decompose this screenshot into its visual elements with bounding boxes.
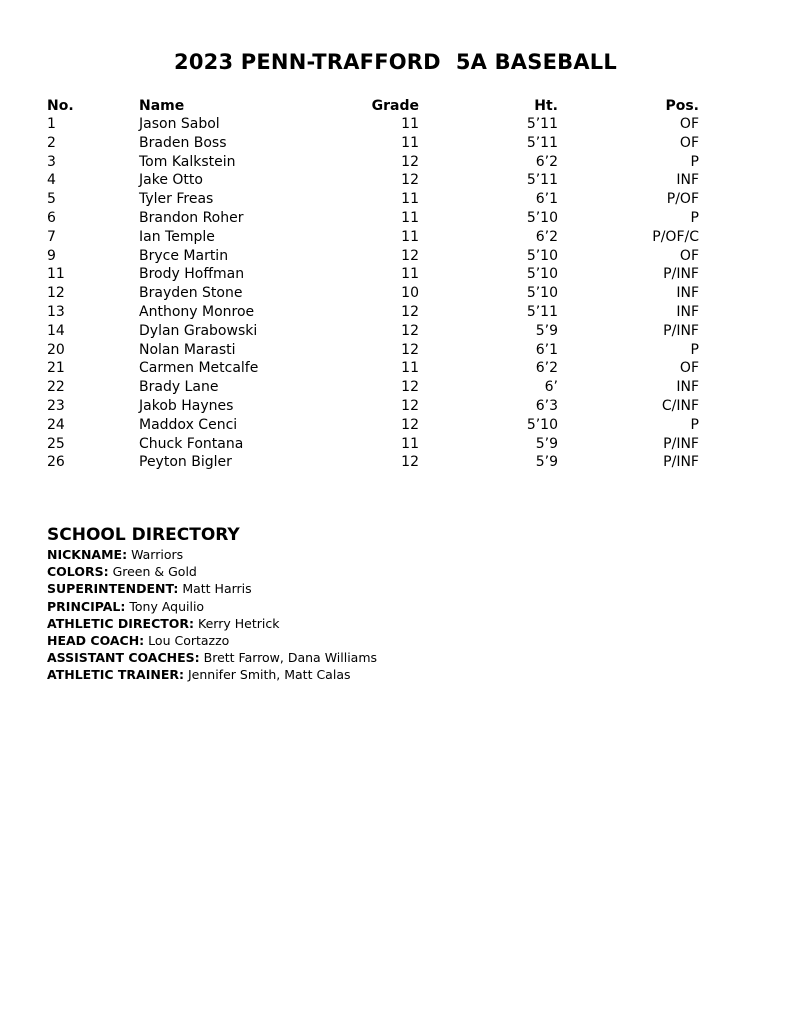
player-name: Tom Kalkstein <box>139 153 236 170</box>
player-height: 5’11 <box>526 303 558 320</box>
directory-value: Kerry Hetrick <box>198 615 280 631</box>
table-row <box>47 247 699 266</box>
player-number: 1 <box>47 116 56 132</box>
player-name: Braden Boss <box>139 134 227 151</box>
player-number: 13 <box>47 303 65 320</box>
player-position: P <box>690 153 699 170</box>
table-row <box>47 435 699 454</box>
player-name: Chuck Fontana <box>139 435 244 452</box>
player-position: P/INF <box>663 322 699 339</box>
table-row <box>47 416 699 435</box>
player-position: OF <box>679 116 699 132</box>
player-position: P <box>690 416 699 433</box>
player-grade: 12 <box>401 322 419 339</box>
player-grade: 11 <box>401 209 419 226</box>
table-row <box>47 134 699 153</box>
directory-value: Lou Cortazzo <box>148 633 230 649</box>
player-name: Jason Sabol <box>139 116 220 132</box>
header-height: Ht. <box>534 98 558 114</box>
directory-entry <box>47 580 647 597</box>
player-position: P <box>690 341 699 358</box>
player-position: OF <box>679 247 699 264</box>
player-position: C/INF <box>661 397 699 414</box>
player-name: Brayden Stone <box>139 285 243 302</box>
roster-rows <box>47 115 699 472</box>
player-number: 12 <box>47 285 65 302</box>
player-position: P/INF <box>663 454 699 471</box>
player-grade: 12 <box>401 416 419 433</box>
player-grade: 12 <box>401 454 419 471</box>
player-height: 5’11 <box>526 116 558 132</box>
player-number: 3 <box>47 153 56 170</box>
directory-label: ASSISTANT COACHES: <box>47 650 200 666</box>
directory-entry <box>47 546 647 563</box>
player-name: Jakob Haynes <box>139 397 234 414</box>
directory-value: Brett Farrow, Dana Williams <box>203 650 378 666</box>
directory-value: Matt Harris <box>182 581 252 597</box>
directory-label: ATHLETIC TRAINER: <box>47 667 184 683</box>
directory-title: SCHOOL DIRECTORY <box>47 525 240 545</box>
player-number: 4 <box>47 172 56 189</box>
player-name: Peyton Bigler <box>139 454 232 471</box>
header-no: No. <box>47 98 74 114</box>
player-height: 5’10 <box>526 416 558 433</box>
directory-entry <box>47 598 647 615</box>
player-position: P <box>690 209 699 226</box>
page-title: 2023 PENN-TRAFFORD 5A BASEBALL <box>174 50 617 74</box>
player-number: 14 <box>47 322 65 339</box>
school-directory <box>47 525 647 684</box>
player-grade: 11 <box>401 228 419 245</box>
directory-label: ATHLETIC DIRECTOR: <box>47 615 195 631</box>
directory-value: Warriors <box>131 547 184 562</box>
table-row <box>47 303 699 322</box>
player-height: 6’ <box>544 379 558 396</box>
table-row <box>47 341 699 360</box>
directory-entries <box>47 546 647 684</box>
table-row <box>47 322 699 341</box>
player-grade: 11 <box>401 116 419 132</box>
player-position: OF <box>679 134 699 151</box>
header-name: Name <box>139 98 185 114</box>
table-row <box>47 378 699 397</box>
player-name: Anthony Monroe <box>139 303 255 320</box>
player-grade: 11 <box>401 360 419 377</box>
player-height: 5’10 <box>526 247 558 264</box>
table-row <box>47 209 699 228</box>
player-position: INF <box>676 172 699 189</box>
player-height: 5’10 <box>526 209 558 226</box>
player-number: 26 <box>47 454 65 471</box>
player-name: Bryce Martin <box>139 247 229 264</box>
player-position: P/INF <box>663 266 699 283</box>
player-number: 25 <box>47 435 65 452</box>
directory-entry <box>47 615 647 632</box>
roster-header-row <box>47 97 699 115</box>
player-number: 24 <box>47 416 65 433</box>
player-name: Ian Temple <box>139 228 215 245</box>
directory-entry <box>47 649 647 666</box>
table-row <box>47 228 699 247</box>
table-row <box>47 265 699 284</box>
directory-entry <box>47 632 647 649</box>
player-name: Nolan Marasti <box>139 341 236 358</box>
player-height: 6’1 <box>535 341 558 358</box>
player-position: INF <box>676 379 699 396</box>
player-height: 6’3 <box>535 397 558 414</box>
player-position: OF <box>679 360 699 377</box>
player-height: 5’11 <box>526 134 558 151</box>
player-height: 5’9 <box>535 454 558 471</box>
directory-label: COLORS: <box>47 564 109 580</box>
player-number: 5 <box>47 191 56 208</box>
player-number: 2 <box>47 134 56 151</box>
player-height: 6’2 <box>535 228 558 245</box>
player-height: 5’9 <box>535 322 558 339</box>
player-number: 7 <box>47 228 56 245</box>
table-row <box>47 153 699 172</box>
table-row <box>47 115 699 134</box>
player-height: 6’2 <box>535 153 558 170</box>
player-position: INF <box>676 303 699 320</box>
player-height: 6’1 <box>535 191 558 208</box>
table-row <box>47 397 699 416</box>
player-name: Brandon Roher <box>139 209 244 226</box>
header-grade: Grade <box>371 98 419 114</box>
player-height: 5’9 <box>535 435 558 452</box>
directory-label: NICKNAME: <box>47 547 128 562</box>
player-name: Carmen Metcalfe <box>139 360 259 377</box>
player-grade: 12 <box>401 341 419 358</box>
directory-value: Jennifer Smith, Matt Calas <box>187 667 351 683</box>
directory-value: Green & Gold <box>112 564 197 580</box>
table-row <box>47 171 699 190</box>
player-grade: 11 <box>401 134 419 151</box>
player-height: 6’2 <box>535 360 558 377</box>
player-name: Brady Lane <box>139 379 219 396</box>
player-height: 5’11 <box>526 172 558 189</box>
player-grade: 12 <box>401 303 419 320</box>
player-number: 21 <box>47 360 65 377</box>
directory-label: SUPERINTENDENT: <box>47 581 179 597</box>
player-number: 23 <box>47 397 65 414</box>
table-row <box>47 453 699 472</box>
table-row <box>47 284 699 303</box>
player-name: Dylan Grabowski <box>139 322 258 339</box>
directory-entry <box>47 666 647 683</box>
player-grade: 12 <box>401 247 419 264</box>
player-grade: 10 <box>401 285 419 302</box>
player-grade: 11 <box>401 435 419 452</box>
player-grade: 12 <box>401 153 419 170</box>
player-number: 20 <box>47 341 65 358</box>
directory-entry <box>47 563 647 580</box>
player-grade: 11 <box>401 266 419 283</box>
directory-value: Tony Aquilio <box>129 598 205 614</box>
player-position: P/INF <box>663 435 699 452</box>
player-height: 5’10 <box>526 285 558 302</box>
player-number: 22 <box>47 379 65 396</box>
player-number: 9 <box>47 247 56 264</box>
player-number: 11 <box>47 266 65 283</box>
player-position: INF <box>676 285 699 302</box>
header-position: Pos. <box>665 98 699 114</box>
player-name: Brody Hoffman <box>139 266 245 283</box>
directory-label: HEAD COACH: <box>47 633 145 649</box>
player-position: P/OF <box>666 191 699 208</box>
player-grade: 12 <box>401 379 419 396</box>
player-grade: 12 <box>401 172 419 189</box>
player-position: P/OF/C <box>652 228 699 245</box>
table-row <box>47 190 699 209</box>
player-name: Maddox Cenci <box>139 416 238 433</box>
player-name: Jake Otto <box>139 172 203 189</box>
player-number: 6 <box>47 209 56 226</box>
player-name: Tyler Freas <box>139 191 214 208</box>
roster-table <box>47 97 699 472</box>
player-height: 5’10 <box>526 266 558 283</box>
table-row <box>47 359 699 378</box>
player-grade: 11 <box>401 191 419 208</box>
directory-label: PRINCIPAL: <box>47 598 126 614</box>
player-grade: 12 <box>401 397 419 414</box>
